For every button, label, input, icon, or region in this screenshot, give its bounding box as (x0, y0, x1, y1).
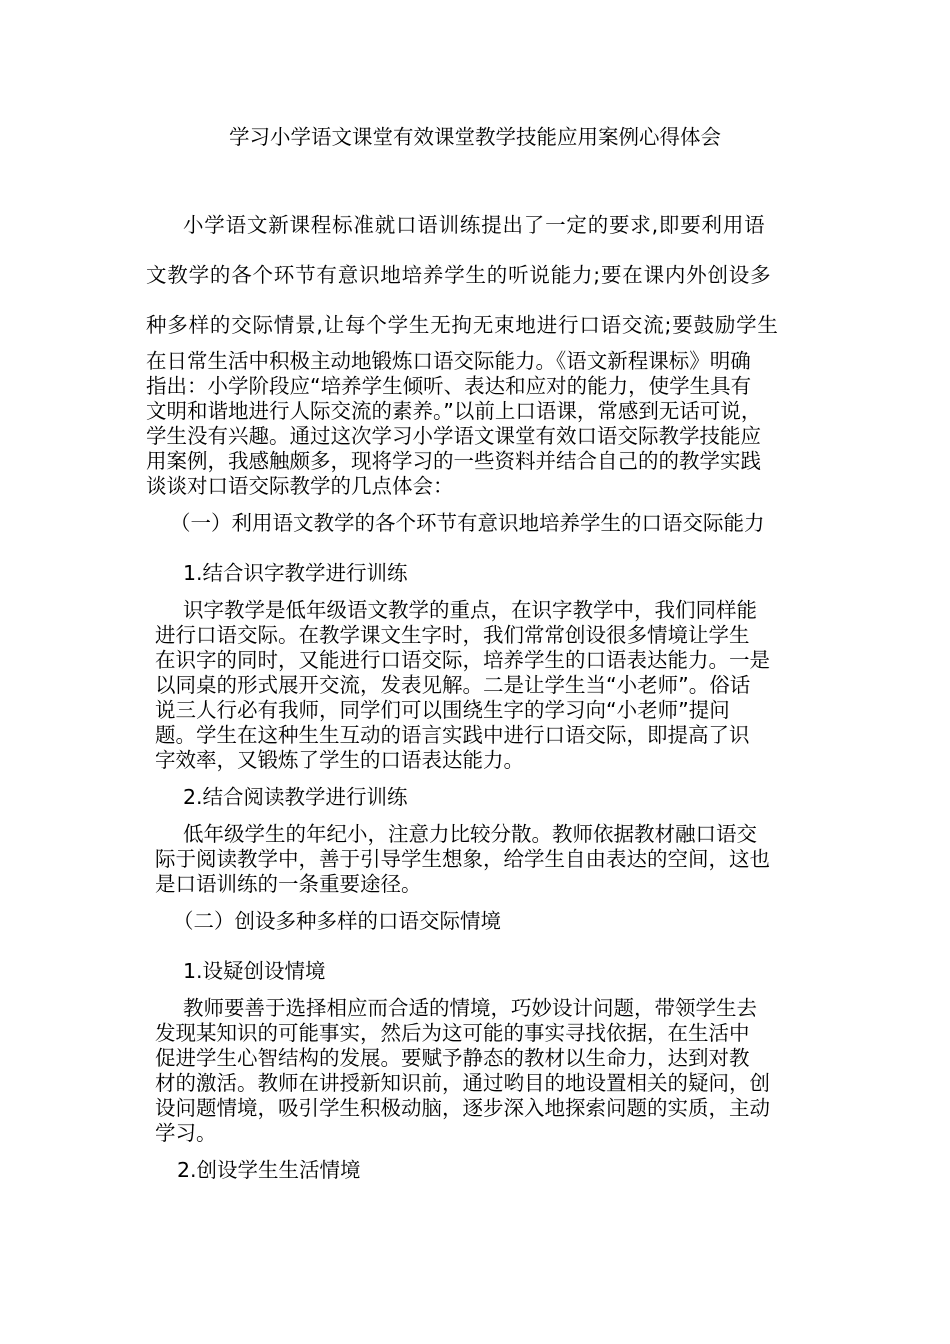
intro-line-3: 文明和谐地进行人际交流的素养。”以前上口语课，常感到无话可说， (146, 399, 762, 423)
item3-line-1: 教师要善于选择相应而合适的情境，巧妙设计问题，带领学生去 (183, 996, 757, 1020)
intro-loose-line-2: 文教学的各个环节有意识地培养学生的听说能力;要在课内外创设多 (146, 263, 772, 287)
item-heading-1: 1.结合识字教学进行训练 (183, 561, 408, 585)
item3-line-5: 设问题情境，吸引学生积极动脑，逐步深入地探索问题的实质，主动 (155, 1096, 770, 1120)
intro-line-1: 在日常生活中积极主动地锻炼口语交际能力。《语文新程课标》明确 (146, 349, 751, 373)
section-heading-2: （二）创设多种多样的口语交际情境 (173, 909, 501, 933)
item2-line-2: 际于阅读教学中，善于引导学生想象，给学生自由表达的空间，这也 (155, 847, 770, 871)
intro-line-5: 用案例，我感触颇多，现将学习的一些资料并结合自己的的教学实践 (146, 449, 761, 473)
intro-line-6: 谈谈对口语交际教学的几点体会： (146, 474, 454, 498)
item3-line-2: 发现某知识的可能事实，然后为这可能的事实寻找依据，在生活中 (155, 1021, 750, 1045)
item2-line-3: 是口语训练的一条重要途径。 (155, 872, 422, 896)
intro-line-2: 指出：小学阶段应“培养学生倾听、表达和应对的能力，使学生具有 (146, 374, 752, 398)
item3-line-4: 材的激活。教师在讲授新知识前，通过哟目的地设置相关的疑问，创 (155, 1071, 770, 1095)
intro-loose-line-3: 种多样的交际情景,让每个学生无拘无束地进行口语交流;要鼓励学生 (146, 313, 779, 337)
item1-line-4: 以同桌的形式展开交流，发表见解。二是让学生当“小老师”。俗话 (155, 673, 751, 697)
section-heading-1: （一）利用语文教学的各个环节有意识地培养学生的口语交际能力 (170, 511, 765, 535)
item1-line-3: 在识字的同时，又能进行口语交际，培养学生的口语表达能力。一是 (155, 648, 770, 672)
intro-line-4: 学生没有兴趣。通过这次学习小学语文课堂有效口语交际教学技能应 (146, 424, 761, 448)
document-title: 学习小学语文课堂有效课堂教学技能应用案例心得体会 (229, 125, 721, 149)
item-heading-4: 2.创设学生生活情境 (177, 1158, 361, 1182)
item3-line-3: 促进学生心智结构的发展。要赋予静态的教材以生命力，达到对教 (155, 1046, 750, 1070)
item1-line-2: 进行口语交际。在教学课文生字时，我们常常创设很多情境让学生 (155, 623, 750, 647)
item1-line-1: 识字教学是低年级语文教学的重点，在识字教学中，我们同样能 (183, 598, 757, 622)
item-heading-2: 2.结合阅读教学进行训练 (183, 785, 408, 809)
item1-line-7: 字效率，又锻炼了学生的口语表达能力。 (155, 748, 524, 772)
intro-loose-line-1: 小学语文新课程标准就口语训练提出了一定的要求,即要利用语 (183, 213, 766, 237)
item1-line-6: 题。学生在这种生生互动的语言实践中进行口语交际，即提高了识 (155, 723, 750, 747)
item2-line-1: 低年级学生的年纪小，注意力比较分散。教师依据教材融口语交 (183, 822, 757, 846)
item3-line-6: 学习。 (155, 1121, 217, 1145)
item1-line-5: 说三人行必有我师，同学们可以围绕生字的学习向“小老师”提问 (155, 698, 730, 722)
item-heading-3: 1.设疑创设情境 (183, 959, 326, 983)
